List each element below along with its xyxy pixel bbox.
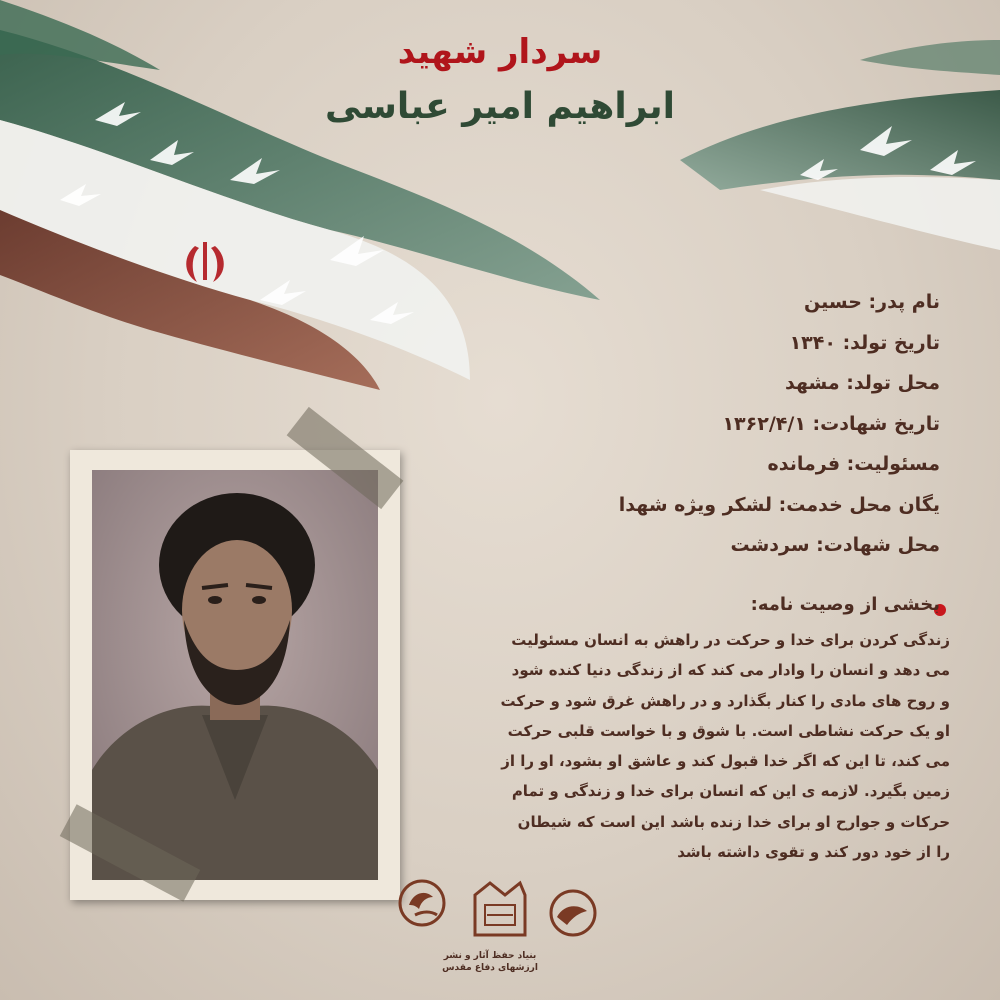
foundation-emblem-logo: [475, 883, 525, 935]
will-line: می دهد و انسان را وادار می کند که از زندگی دنیا کنده شود: [511, 661, 950, 680]
responsibility: مسئولیت: فرمانده: [767, 453, 940, 475]
will-line: حرکات و جوارح او برای خدا زنده باشد این است که شیطان: [517, 812, 950, 831]
martyr-name: ابراهیم امیر عباسی: [325, 86, 675, 127]
shohada-calligraphy-logo: [551, 891, 595, 935]
will-line: و روح های مادی را کنار بگذارد و در راهش غرق شود و حرکت: [500, 691, 950, 710]
will-line: را از خود دور کند و تقوی داشته باشد: [677, 843, 950, 862]
will-line: او یک حرکت نشاطی است. با شوق و با خواست قلبی حرکت: [507, 721, 950, 740]
foundation-name: [435, 950, 545, 974]
bio-info: [520, 282, 940, 566]
foundation-name-line2: ارزشهای دفاع مقدس: [442, 963, 538, 973]
will-text: [420, 625, 950, 867]
will-heading: بخشی از وصیت نامه:: [750, 594, 940, 615]
birth-date: تاریخ تولد: ۱۳۴۰: [789, 331, 940, 354]
father-name: نام پدر: حسین: [804, 291, 940, 313]
service-unit: یگان محل خدمت: لشکر ویژه شهدا: [618, 493, 940, 516]
foundation-name-line1: بنیاد حفظ آثار و نشر: [443, 951, 537, 961]
will-line: می کند، تا این که اگر خدا قبول کند و عاشق او بشود، او را از: [501, 752, 950, 771]
will-line: زمین بگیرد. لازمه ی این که انسان برای خدا و زندگی و تمام: [511, 782, 950, 801]
martyrdom-place: محل شهادت: سردشت: [730, 534, 940, 556]
rank-title: سردار شهید: [397, 32, 603, 72]
martyr-portrait: [92, 470, 378, 880]
birth-place: محل تولد: مشهد: [784, 372, 940, 394]
calligraphy-seal-logo: [400, 881, 444, 925]
martyrdom-date: تاریخ شهادت: ۱۳۶۲/۴/۱: [722, 412, 940, 435]
will-line: زندگی کردن برای خدا و حرکت در راهش به انسان مسئولیت: [511, 631, 950, 649]
